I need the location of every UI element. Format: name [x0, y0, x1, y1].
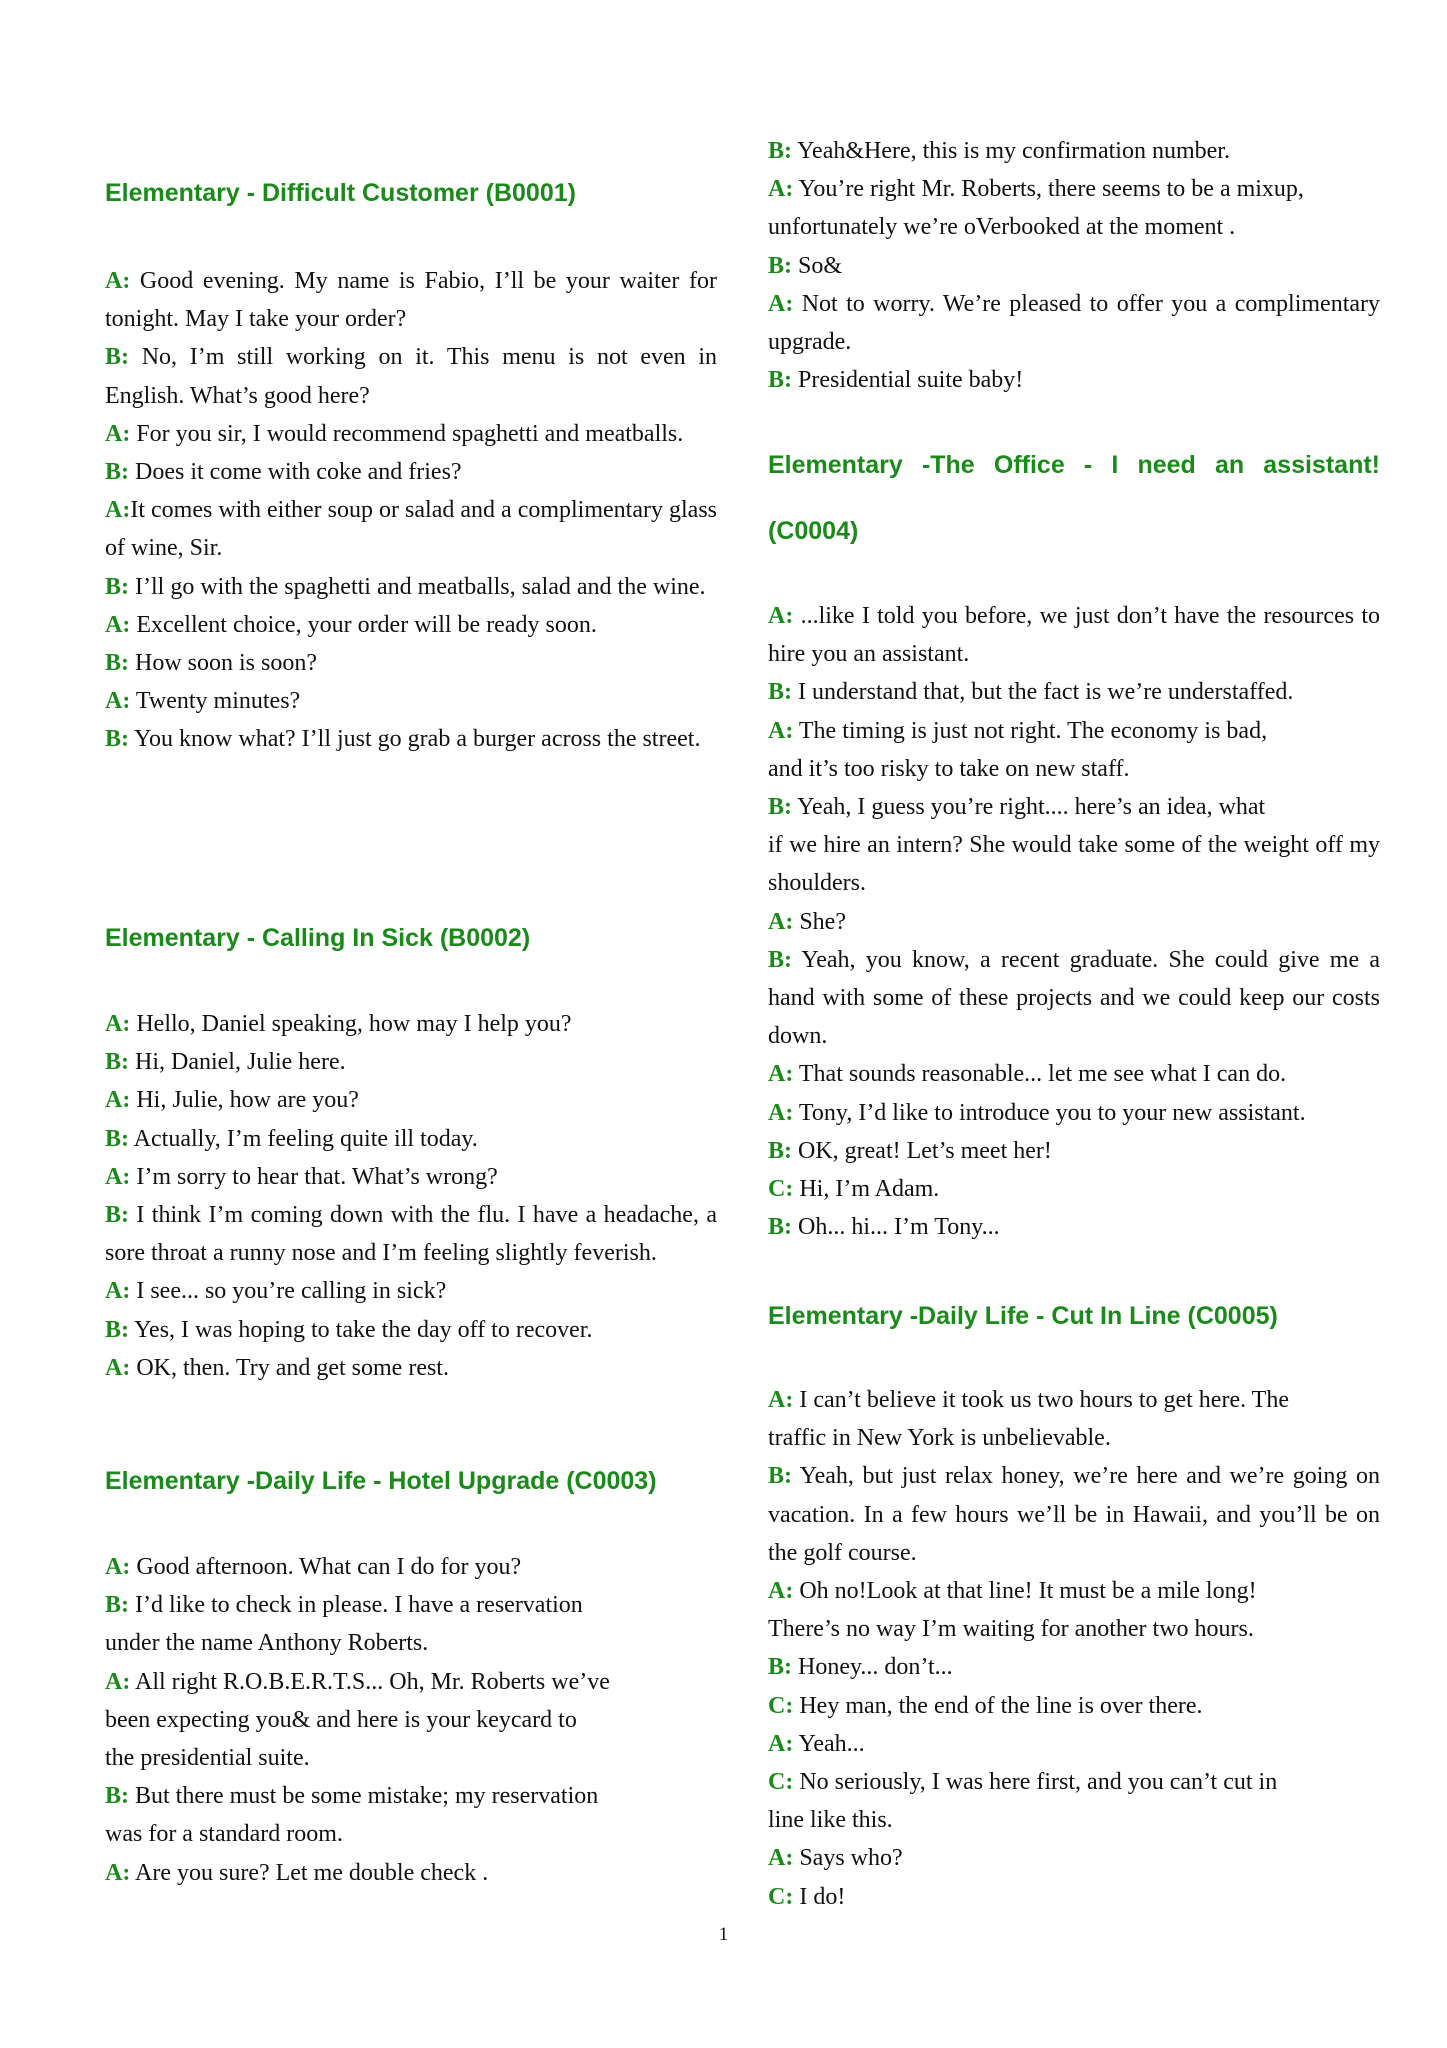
dialogue-c0003 [105, 1548, 717, 1892]
dialogue-line [768, 285, 1380, 361]
dialogue-line [768, 1170, 1380, 1208]
speaker-label: B: [105, 650, 129, 677]
dialogue-line [768, 673, 1380, 711]
dialogue-line [768, 1572, 1380, 1648]
dialogue-text-continued: There’s no way I’m waiting for another two hours. [768, 1616, 1254, 1643]
dialogue-text-continued: if we hire an intern? She would take some of the weight off my shoulders. [768, 832, 1380, 897]
dialogue-line [105, 1777, 717, 1853]
dialogue-line [768, 1763, 1380, 1839]
dialogue-line [768, 941, 1380, 1056]
dialogue-line [105, 1548, 717, 1586]
speaker-label: B: [105, 459, 129, 486]
section-title-c0004-line1: Elementary -The Office - I need an assistant! [768, 451, 1380, 479]
dialogue-text-continued: the presidential suite. [105, 1745, 310, 1772]
speaker-label: B: [105, 573, 129, 600]
dialogue-line [768, 903, 1380, 941]
section-title-c0005: Elementary -Daily Life - Cut In Line (C0005) [768, 1302, 1278, 1330]
speaker-label: A: [768, 1099, 794, 1126]
speaker-label: B: [105, 344, 129, 371]
speaker-label: B: [105, 1592, 129, 1619]
dialogue-text: Twenty minutes? [130, 688, 301, 715]
dialogue-line [105, 338, 717, 414]
speaker-label: A: [768, 1730, 794, 1757]
speaker-label: B: [105, 1783, 129, 1810]
speaker-label: A: [768, 290, 794, 317]
dialogue-line [768, 170, 1380, 246]
speaker-label: B: [105, 726, 129, 753]
speaker-label: A: [105, 268, 131, 294]
dialogue-line [105, 1663, 717, 1778]
dialogue-text: Tony, I’d like to introduce you to your new assistant. [793, 1099, 1306, 1126]
dialogue-text: Hello, Daniel speaking, how may I help you? [130, 1011, 572, 1037]
section-title-b0001: Elementary - Difficult Customer (B0001) [105, 179, 576, 207]
dialogue-line [768, 1648, 1380, 1686]
dialogue-line [105, 606, 717, 644]
speaker-label: C: [768, 1176, 794, 1203]
dialogue-line [768, 1208, 1380, 1246]
speaker-label: A: [768, 1061, 794, 1088]
dialogue-text-continued: unfortunately we’re oVerbooked at the moment . [768, 214, 1236, 241]
dialogue-text-continued: under the name Anthony Roberts. [105, 1630, 429, 1657]
speaker-label: A: [105, 1011, 131, 1037]
speaker-label: A: [105, 688, 131, 715]
dialogue-text: All right R.O.B.E.R.T.S... Oh, Mr. Roberts we’ve [130, 1668, 610, 1695]
dialogue-text: Yeah, I guess you’re right.... here’s an idea, what [792, 794, 1266, 821]
dialogue-text: Good afternoon. What can I do for you? [130, 1554, 522, 1580]
dialogue-text: Presidential suite baby! [792, 367, 1024, 394]
dialogue-line [105, 1854, 717, 1892]
dialogue-line [105, 720, 717, 758]
dialogue-line [768, 361, 1380, 399]
dialogue-text: Yeah&Here, this is my confirmation number. [792, 138, 1230, 164]
speaker-label: A: [105, 1859, 131, 1886]
dialogue-text: I’ll go with the spaghetti and meatballs, salad and the wine. [129, 573, 706, 600]
dialogue-c0005 [768, 1381, 1380, 1916]
speaker-label: B: [105, 1316, 129, 1343]
dialogue-text: Oh no!Look at that line! It must be a mile long! [793, 1578, 1257, 1605]
dialogue-line [105, 1043, 717, 1081]
dialogue-text: Yeah, you know, a recent graduate. She could give me a hand with some of these projects and we could keep our costs down. [768, 946, 1380, 1050]
dialogue-line [105, 1586, 717, 1662]
dialogue-line [768, 1839, 1380, 1877]
dialogue-line [768, 132, 1380, 170]
dialogue-text: OK, great! Let’s meet her! [792, 1137, 1052, 1164]
speaker-label: B: [105, 1049, 129, 1076]
dialogue-line [768, 247, 1380, 285]
speaker-label: A: [768, 717, 794, 744]
dialogue-line [105, 1158, 717, 1196]
dialogue-text: It comes with either soup or salad and a complimentary glass of wine, Sir. [105, 497, 717, 562]
dialogue-line [105, 1349, 717, 1387]
dialogue-text: I think I’m coming down with the flu. I have a headache, a sore throat a runny nose and I’m feeling slightly feverish. [105, 1202, 717, 1267]
dialogue-line [768, 597, 1380, 673]
dialogue-text: You know what? I’ll just go grab a burger across the street. [129, 726, 701, 753]
dialogue-b0001 [105, 262, 717, 759]
dialogue-line [105, 1120, 717, 1158]
dialogue-text: That sounds reasonable... let me see what I can do. [793, 1061, 1287, 1088]
section-title-b0002: Elementary - Calling In Sick (B0002) [105, 924, 531, 952]
dialogue-line [105, 682, 717, 720]
speaker-label: C: [768, 1883, 794, 1910]
dialogue-b0002 [105, 1005, 717, 1387]
dialogue-text: Hi, Daniel, Julie here. [129, 1049, 346, 1076]
speaker-label: A: [105, 497, 131, 524]
dialogue-text: Does it come with coke and fries? [129, 459, 462, 486]
dialogue-line [105, 491, 717, 567]
page-number: 1 [718, 1924, 729, 1945]
speaker-label: B: [768, 367, 792, 394]
dialogue-line [105, 1081, 717, 1119]
dialogue-line [105, 568, 717, 606]
dialogue-text: Good evening. My name is Fabio, I’ll be your waiter for tonight. May I take your order? [105, 268, 717, 333]
dialogue-text: So& [792, 252, 843, 279]
section-title-c0003: Elementary -Daily Life - Hotel Upgrade (C0003) [105, 1467, 657, 1495]
dialogue-text: Says who? [793, 1845, 903, 1872]
dialogue-text: Yes, I was hoping to take the day off to recover. [129, 1316, 593, 1343]
speaker-label: B: [768, 1137, 792, 1164]
dialogue-line [105, 1272, 717, 1310]
dialogue-text-continued: was for a standard room. [105, 1821, 343, 1848]
speaker-label: A: [105, 1668, 131, 1695]
dialogue-text: Excellent choice, your order will be ready soon. [130, 611, 597, 638]
dialogue-text: I’d like to check in please. I have a reservation [129, 1592, 583, 1619]
dialogue-line [768, 788, 1380, 903]
dialogue-text: Oh... hi... I’m Tony... [792, 1214, 1000, 1241]
dialogue-text: I’m sorry to hear that. What’s wrong? [130, 1163, 498, 1190]
speaker-label: B: [768, 679, 792, 706]
speaker-label: A: [105, 1087, 131, 1114]
dialogue-line [768, 1094, 1380, 1132]
speaker-label: B: [768, 138, 792, 164]
dialogue-text: Hi, Julie, how are you? [130, 1087, 359, 1114]
dialogue-text: ...like I told you before, we just don’t have the resources to hire you an assistant. [768, 603, 1380, 668]
dialogue-text: I understand that, but the fact is we’re understaffed. [792, 679, 1294, 706]
speaker-label: C: [768, 1769, 794, 1796]
dialogue-line [768, 1725, 1380, 1763]
speaker-label: A: [768, 908, 794, 935]
dialogue-text: I do! [793, 1883, 846, 1910]
speaker-label: A: [768, 176, 794, 203]
dialogue-text: How soon is soon? [129, 650, 318, 677]
speaker-label: A: [768, 1578, 794, 1605]
speaker-label: C: [768, 1692, 794, 1719]
dialogue-line [105, 415, 717, 453]
dialogue-line [768, 1878, 1380, 1916]
dialogue-text: Actually, I’m feeling quite ill today. [129, 1125, 478, 1152]
dialogue-text: For you sir, I would recommend spaghetti and meatballs. [130, 420, 684, 447]
speaker-label: A: [105, 611, 131, 638]
dialogue-text: OK, then. Try and get some rest. [130, 1354, 449, 1381]
dialogue-text: Are you sure? Let me double check . [130, 1859, 489, 1886]
dialogue-c0004 [768, 597, 1380, 1246]
dialogue-text: I can’t believe it took us two hours to get here. The [793, 1387, 1289, 1413]
dialogue-line [768, 712, 1380, 788]
dialogue-line [105, 644, 717, 682]
dialogue-line [768, 1381, 1380, 1457]
dialogue-text: But there must be some mistake; my reservation [129, 1783, 599, 1810]
speaker-label: A: [768, 603, 794, 629]
dialogue-line [768, 1457, 1380, 1572]
speaker-label: B: [768, 1654, 792, 1681]
speaker-label: A: [105, 420, 131, 447]
dialogue-text: Honey... don’t... [792, 1654, 953, 1681]
dialogue-text-continued: been expecting you& and here is your keycard to [105, 1706, 577, 1733]
speaker-label: A: [105, 1354, 131, 1381]
speaker-label: B: [105, 1202, 129, 1229]
dialogue-text: Yeah, but just relax honey, we’re here and we’re going on vacation. In a few hours we’ll be in Hawaii, and you’ll be on the golf course. [768, 1463, 1380, 1566]
speaker-label: B: [768, 946, 792, 973]
dialogue-text-continued: and it’s too risky to take on new staff. [768, 755, 1130, 782]
dialogue-text: I see... so you’re calling in sick? [130, 1278, 447, 1305]
speaker-label: B: [768, 1214, 792, 1241]
dialogue-line [105, 1005, 717, 1043]
dialogue-text-continued: line like this. [768, 1807, 893, 1834]
speaker-label: A: [105, 1278, 131, 1305]
dialogue-line [768, 1132, 1380, 1170]
dialogue-text: Hey man, the end of the line is over there. [793, 1692, 1203, 1719]
dialogue-text: Hi, I’m Adam. [793, 1176, 940, 1203]
dialogue-line [105, 453, 717, 491]
section-title-c0004-line2: (C0004) [768, 517, 859, 545]
dialogue-c0003-continued [768, 132, 1380, 399]
speaker-label: B: [768, 1463, 792, 1490]
dialogue-line [768, 1687, 1380, 1725]
speaker-label: A: [768, 1845, 794, 1872]
dialogue-text: No, I’m still working on it. This menu is not even in English. What’s good here? [105, 344, 717, 409]
dialogue-text: Not to worry. We’re pleased to offer you a complimentary upgrade. [768, 290, 1380, 356]
dialogue-text-continued: traffic in New York is unbelievable. [768, 1425, 1111, 1452]
dialogue-text: You’re right Mr. Roberts, there seems to be a mixup, [793, 176, 1304, 203]
dialogue-line [105, 1311, 717, 1349]
dialogue-text: No seriously, I was here first, and you can’t cut in [793, 1769, 1278, 1796]
speaker-label: A: [105, 1163, 131, 1190]
dialogue-line [105, 1196, 717, 1272]
speaker-label: A: [768, 1387, 794, 1413]
speaker-label: A: [105, 1554, 131, 1580]
dialogue-text: Yeah... [793, 1730, 865, 1757]
dialogue-line [105, 262, 717, 338]
dialogue-text: She? [793, 908, 846, 935]
dialogue-text: The timing is just not right. The economy is bad, [793, 717, 1268, 744]
speaker-label: B: [105, 1125, 129, 1152]
dialogue-line [768, 1055, 1380, 1093]
speaker-label: B: [768, 794, 792, 821]
speaker-label: B: [768, 252, 792, 279]
